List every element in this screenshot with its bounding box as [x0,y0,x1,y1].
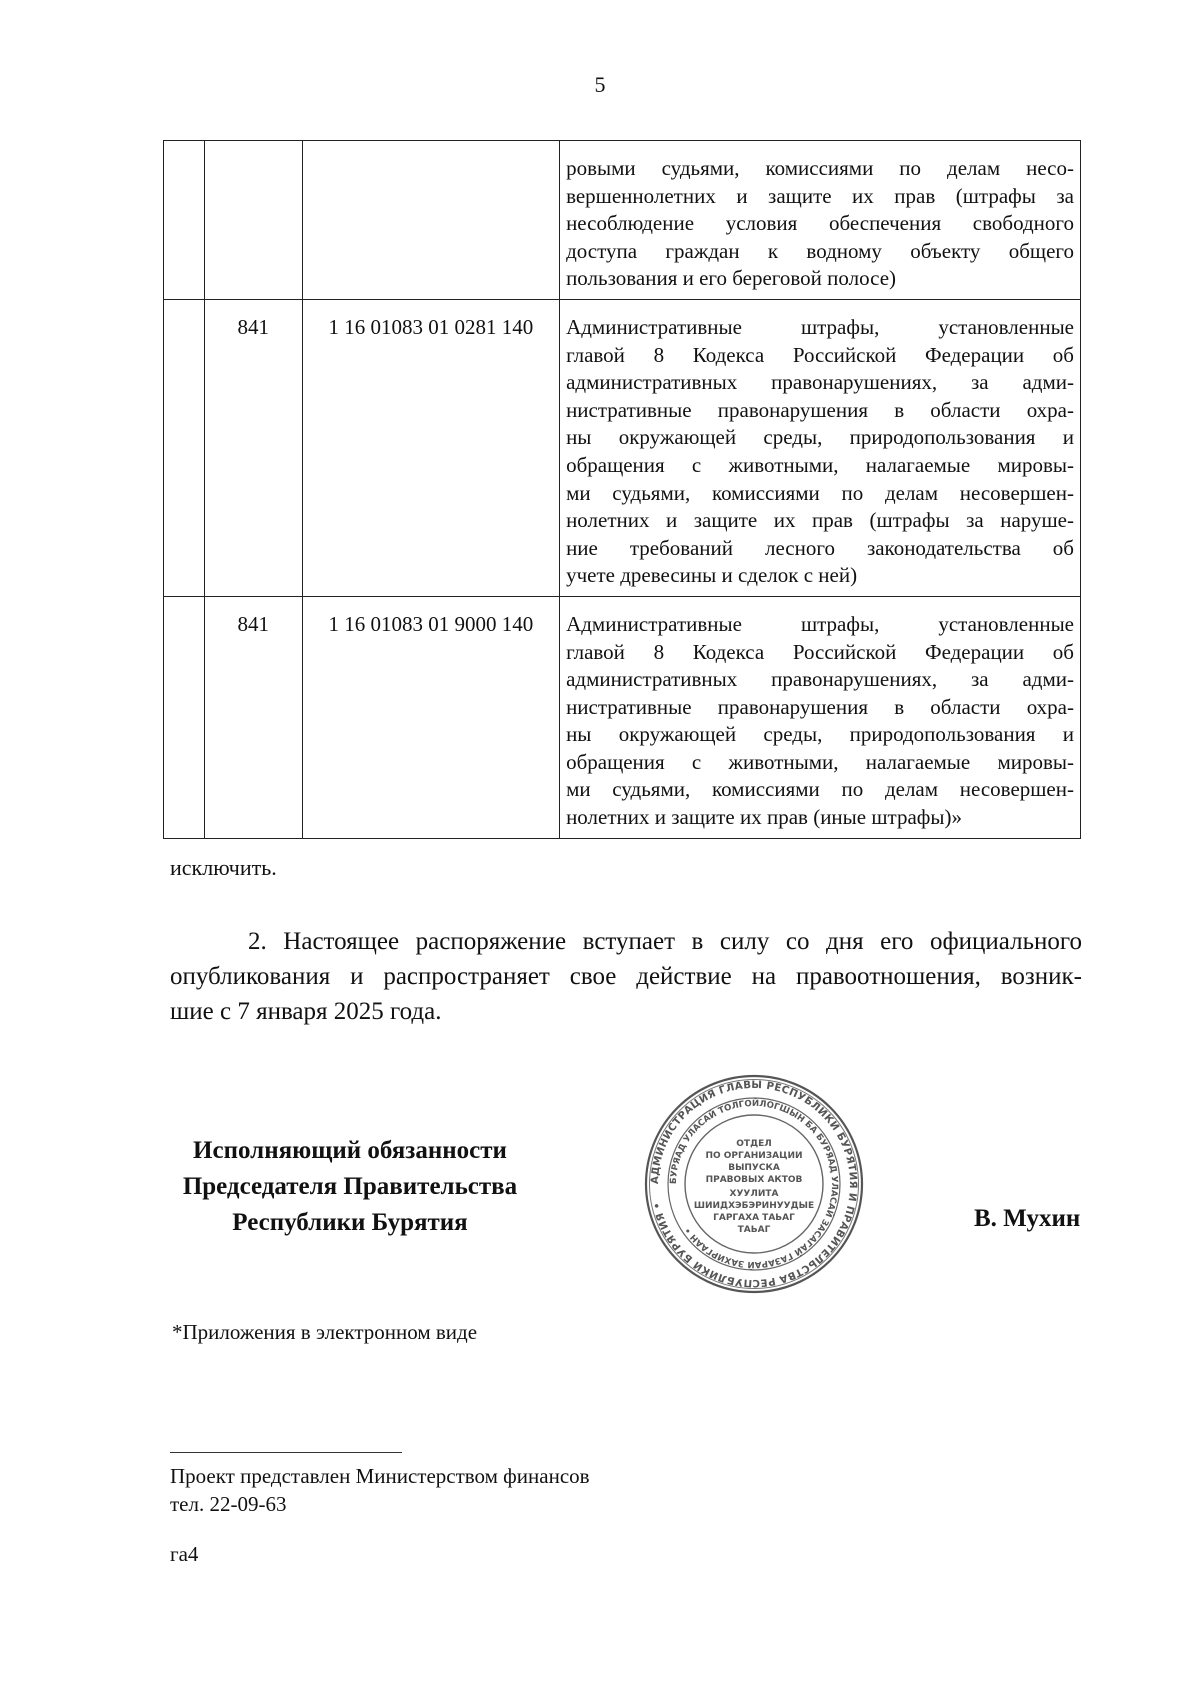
stamp-center-line: ХУУЛИТА [729,1189,779,1199]
description-line: нолетних и защите их прав (штрафы за наруше- [566,508,1074,533]
description-line: административных правонарушениях, за адми- [566,370,1074,395]
description-line: нистративные правонарушения в области охра- [566,694,1074,719]
project-line: Проект представлен Министерством финансов [170,1464,590,1488]
empty-cell [164,299,205,596]
description-line: нолетних и защите их прав (иные штрафы)» [566,805,962,830]
kbk-code-cell: 1 16 01083 01 0281 140 [302,299,559,596]
signatory-title-line: Председателя Правительства [182,1173,518,1200]
kbk-code-cell [302,141,559,300]
description-line: несоблюдение условия обеспечения свободного [566,211,1074,236]
stamp-center-line: ОТДЕЛ [736,1139,772,1149]
project-phone: тел. 22-09-63 [170,1492,287,1516]
stamp-center-line: ГАРГАХА ТАЬАГ [713,1213,795,1223]
official-stamp [643,1073,865,1295]
stamp-center-line: ВЫПУСКА [728,1163,780,1173]
stamp-inner-text: БУРЯАД УЛАСАЙ ТОЛГОЙЛОГШЫН БА БУРЯАД УЛАСАЙ ЗАСАГАЙ ГАЗАРАЙ ЗАХИРГААН • [668,1098,840,1270]
description-line: административных правонарушениях, за адми- [566,667,1074,692]
signatory-name: В. Мухин [974,1205,1081,1232]
stamp-center-line: ПО ОРГАНИЗАЦИИ [705,1151,803,1161]
description-line: пользования и его береговой полосе) [566,266,897,291]
description-line: Административные штрафы, установленные [566,314,1074,339]
table-row [164,596,1081,838]
signatory-title [150,1133,550,1241]
description-line: учете древесины и сделок с ней) [566,563,858,588]
description-line: доступа граждан к водному объекту общего [566,238,1074,263]
project-info [170,1462,590,1518]
document-code: га4 [170,1542,199,1566]
description-cell [560,141,1081,300]
empty-cell [164,596,205,838]
description-cell [560,299,1081,596]
description-line: главой 8 Кодекса Российской Федерации об [566,342,1074,367]
paragraph-line: шие с 7 января 2025 года. [170,998,442,1025]
signatory-title-line: Республики Бурятия [232,1209,468,1236]
admin-code-cell: 841 [204,596,302,838]
attachments-note: *Приложения в электронном виде [172,1320,478,1344]
stamp-center-line: ТАЬАГ [737,1225,771,1235]
description-line: обращения с животными, налагаемые мировы- [566,749,1074,774]
paragraph-line: опубликования и распространяет свое действие на правоотношения, возник- [170,963,1082,990]
signatory-title-line: Исполняющий обязанности [193,1137,507,1164]
description-line: обращения с животными, налагаемые мировы- [566,452,1074,477]
footnote-divider [170,1452,402,1453]
description-line: ми судьями, комиссиями по делам несовершен- [566,777,1074,802]
description-line: ны окружающей среды, природопользования и [566,722,1074,747]
kbk-code-cell: 1 16 01083 01 9000 140 [302,596,559,838]
description-line: ны окружающей среды, природопользования и [566,425,1074,450]
effective-date-paragraph [170,924,1082,1029]
description-line: главой 8 Кодекса Российской Федерации об [566,639,1074,664]
description-line: нистративные правонарушения в области охра- [566,397,1074,422]
table-row [164,299,1081,596]
empty-cell [164,141,205,300]
paragraph-line: 2. Настоящее распоряжение вступает в силу со дня его официального [248,928,1082,955]
stamp-outer-text: АДМИНИСТРАЦИЯ ГЛАВЫ РЕСПУБЛИКИ БУРЯТИЯ И ПРАВИТЕЛЬСТВА РЕСПУБЛИКИ БУРЯТИЯ • [649,1079,859,1289]
description-line: Административные штрафы, установленные [566,611,1074,636]
admin-code-cell [204,141,302,300]
description-line: ние требований лесного законодательства об [566,535,1074,560]
table-row [164,141,1081,300]
admin-code-cell: 841 [204,299,302,596]
budget-codes-table [163,140,1081,839]
description-line: ровыми судьями, комиссиями по делам несо- [566,156,1074,180]
page-number: 5 [594,72,606,97]
description-cell [560,596,1081,838]
description-line: ми судьями, комиссиями по делам несовершен- [566,480,1074,505]
stamp-center-line: ПРАВОВЫХ АКТОВ [705,1175,803,1185]
stamp-center-line: ШИИДХЭБЭРИНУУДЫЕ [693,1201,815,1211]
exclude-text: исключить. [170,855,277,880]
description-line: вершеннолетних и защите их прав (штрафы за [566,183,1074,208]
